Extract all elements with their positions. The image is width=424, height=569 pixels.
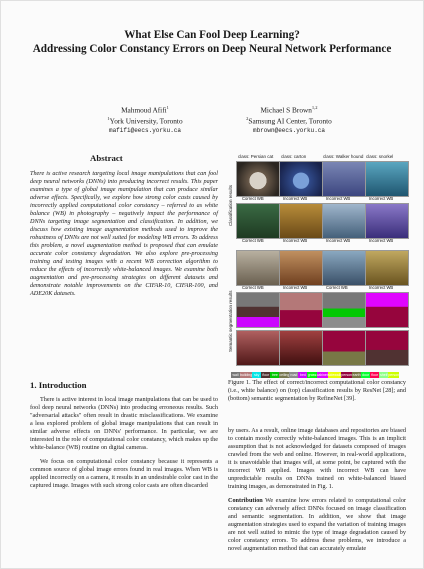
col2-paragraph-2 [228,497,406,553]
author-2 [214,103,364,135]
fig-col-label-4: class: snorkel [366,154,394,159]
author-2-sup: 1,2 [311,105,318,110]
intro-heading: 1. Introduction [30,380,87,390]
contribution-text: We examine how errors related to computational color constancy can adversely affect DNNs focused on image classification and semantic segmentation. In addition, we show that image augmentation strategies used to expand the variation of training images are not well suited to mimic the type of image degradation caused by color constancy errors. To address these problems, we introduce a novel augmentation method that can accurately emulate [228,497,406,552]
author-1-email: mafifi@eecs.yorku.ca [108,126,181,134]
fig-cls-caption-2: Incorrect WB [283,196,308,201]
fig-legend-item: ceiling [279,373,290,377]
fig-cls-tile-6 [279,203,323,239]
fig-cls-tile-4 [365,161,409,197]
author-1-affil-sup: 1 [107,116,110,122]
fig-cls-caption-4: Incorrect WB [369,196,394,201]
intro-paragraph-1: There is active interest in local image manipulations that can be used to fool deep neural networks (DNNs) into producing erroneous results. Such "adversarial attacks" often result in drastic misclassifications. We examine a less explored problem of global image manipulations that can result in similar adverse effects on DNNs' performance. In particular, we are interested in the role of computational color constancy, which makes up the white-balance (WB) routine on digital cameras. [30,396,218,451]
col2-paragraph-1: by users. As a result, online image databases and repositories are biased to contain mostly correctly white-balanced images. This is an implicit assumption that is not acknowledged for datasets composed of images crawled from the web and online. However, in real-world applications, it is unavoidable that images will, at some point, be captured with the incorrect WB applied. Images with incorrect WB can have unpredictable results on DNNs trained on white-balanced biased training images, as demonstrated in Fig. 1. [228,427,406,490]
fig-seg-mask-6 [365,330,409,366]
figure-1-caption: Figure 1. The effect of correct/incorrect computational color constancy (i.e., white balance) on (top) classification results by ResNet [28]; and (bottom) semantic segmentation by RefineNet [39]. [228,379,406,402]
fig-seg-caption-2: Incorrect WB [283,285,308,290]
author-1-name: Mahmoud Afifi [121,105,167,115]
fig-cls-caption-5: Correct WB [242,238,264,243]
fig-legend-item: person [388,373,400,377]
fig-cls-caption-3: Incorrect WB [326,196,351,201]
author-2-affil: Samsung AI Center, Toronto [248,116,332,126]
fig-cls-tile-5 [236,203,280,239]
fig-legend-item: sidewalk [327,373,342,377]
fig-cls-caption-7: Incorrect WB [326,238,351,243]
fig-legend-item: earth [352,373,361,377]
fig-cls-tile-2 [279,161,323,197]
fig-seg-mask-1 [236,292,280,328]
fig-seg-mask-4 [365,292,409,328]
fig-seg-photo-4 [365,250,409,286]
fig-legend-item: tree [271,373,278,377]
author-2-email: mbrown@eecs.yorku.ca [252,126,325,134]
fig-legend-item: floor [262,373,270,377]
fig-seg-photo-2 [279,250,323,286]
right-column-body [228,427,406,559]
abstract-text: There is active research targeting local image manipulations that can fool deep neural networks (DNNs) into producing incorrect results. This paper examines a type of global image manipulation that can produce similar adverse effects. Specifically, we explore how strong color casts caused by incorrectly applied computational color constancy – referred to as white balance (WB) in photography – negatively impact the performance of DNNs targeting image segmentation and classification. In addition, we discuss how existing image augmentation methods used to improve the robustness of DNNs are not well suited for modeling WB errors. To address this problem, a novel augmentation method is proposed that can emulate accurate color constancy degradation. We also explore pre-processing training and testing images with a recent WB correction algorithm to reduce the effects of incorrectly white-balanced images. We examine both augmentation and pre-processing strategies on different datasets and demonstrate notable improvements on the CIFAR-10, CIFAR-100, and ADE20K datasets. [30,170,218,297]
author-1-sup: 1 [166,105,169,110]
fig-legend-item: road [290,373,298,377]
title-line-1: What Else Can Fool Deep Learning? [124,29,300,41]
fig-legend-item: shelf [380,373,388,377]
fig-seg-legend [231,372,399,378]
fig-seg-caption-1: Correct WB [242,285,264,290]
fig-seg-photo-3 [322,250,366,286]
fig-cls-caption-6: Incorrect WB [283,238,308,243]
fig-legend-item: door [362,373,370,377]
title-line-2: Addressing Color Constancy Errors on Deep Neural Network Performance [32,43,392,55]
intro-paragraph-2: We focus on computational color constancy because it represents a common source of global image errors found in real images. When WB is applied incorrectly on a camera, it results in an undesirable color cast in the captured image. Images with such strong color casts are often discarded [30,458,218,489]
fig-seg-mask-2 [279,292,323,328]
fig-col-label-1: class: Persian cat [238,154,274,159]
fig-col-label-2: class: carton [281,154,307,159]
fig-seg-photo-1 [236,250,280,286]
intro-body [30,396,218,496]
fig-legend-item: bed [300,373,306,377]
fig-cls-tile-8 [365,203,409,239]
fig-seg-mask-5 [322,330,366,366]
author-1-affil: York University, Toronto [109,116,183,126]
contribution-label: Contribution [228,497,263,504]
figure-1 [228,152,404,377]
fig-row-label-classification: Classification results [228,184,233,226]
fig-legend-item: grass [307,373,317,377]
fig-legend-item: cabinet [316,373,328,377]
fig-seg-photo-6 [279,330,323,366]
author-2-affil-sup: 2 [246,116,249,122]
fig-cls-tile-3 [322,161,366,197]
author-1 [70,103,220,135]
fig-cls-caption-8: Incorrect WB [369,238,394,243]
fig-seg-mask-3 [322,292,366,328]
fig-seg-photo-5 [236,330,280,366]
fig-legend-item: sky [254,373,260,377]
author-block [0,103,424,133]
author-2-name: Michael S Brown [260,105,312,115]
fig-legend-item: floor [371,373,379,377]
fig-legend-item: wall [232,373,239,377]
paper-title [20,28,404,56]
fig-legend-item: person [341,373,352,377]
fig-row-label-segmentation: Semantic segmentation results [228,290,233,352]
fig-cls-caption-1: Correct WB [242,196,264,201]
fig-seg-caption-3: Correct WB [326,285,348,290]
fig-col-label-3: class: Walker hound [323,154,364,159]
fig-cls-tile-1 [236,161,280,197]
fig-legend-item: building [240,373,253,377]
fig-cls-tile-7 [322,203,366,239]
abstract-heading: Abstract [90,153,123,163]
fig-seg-caption-4: Incorrect WB [369,285,394,290]
